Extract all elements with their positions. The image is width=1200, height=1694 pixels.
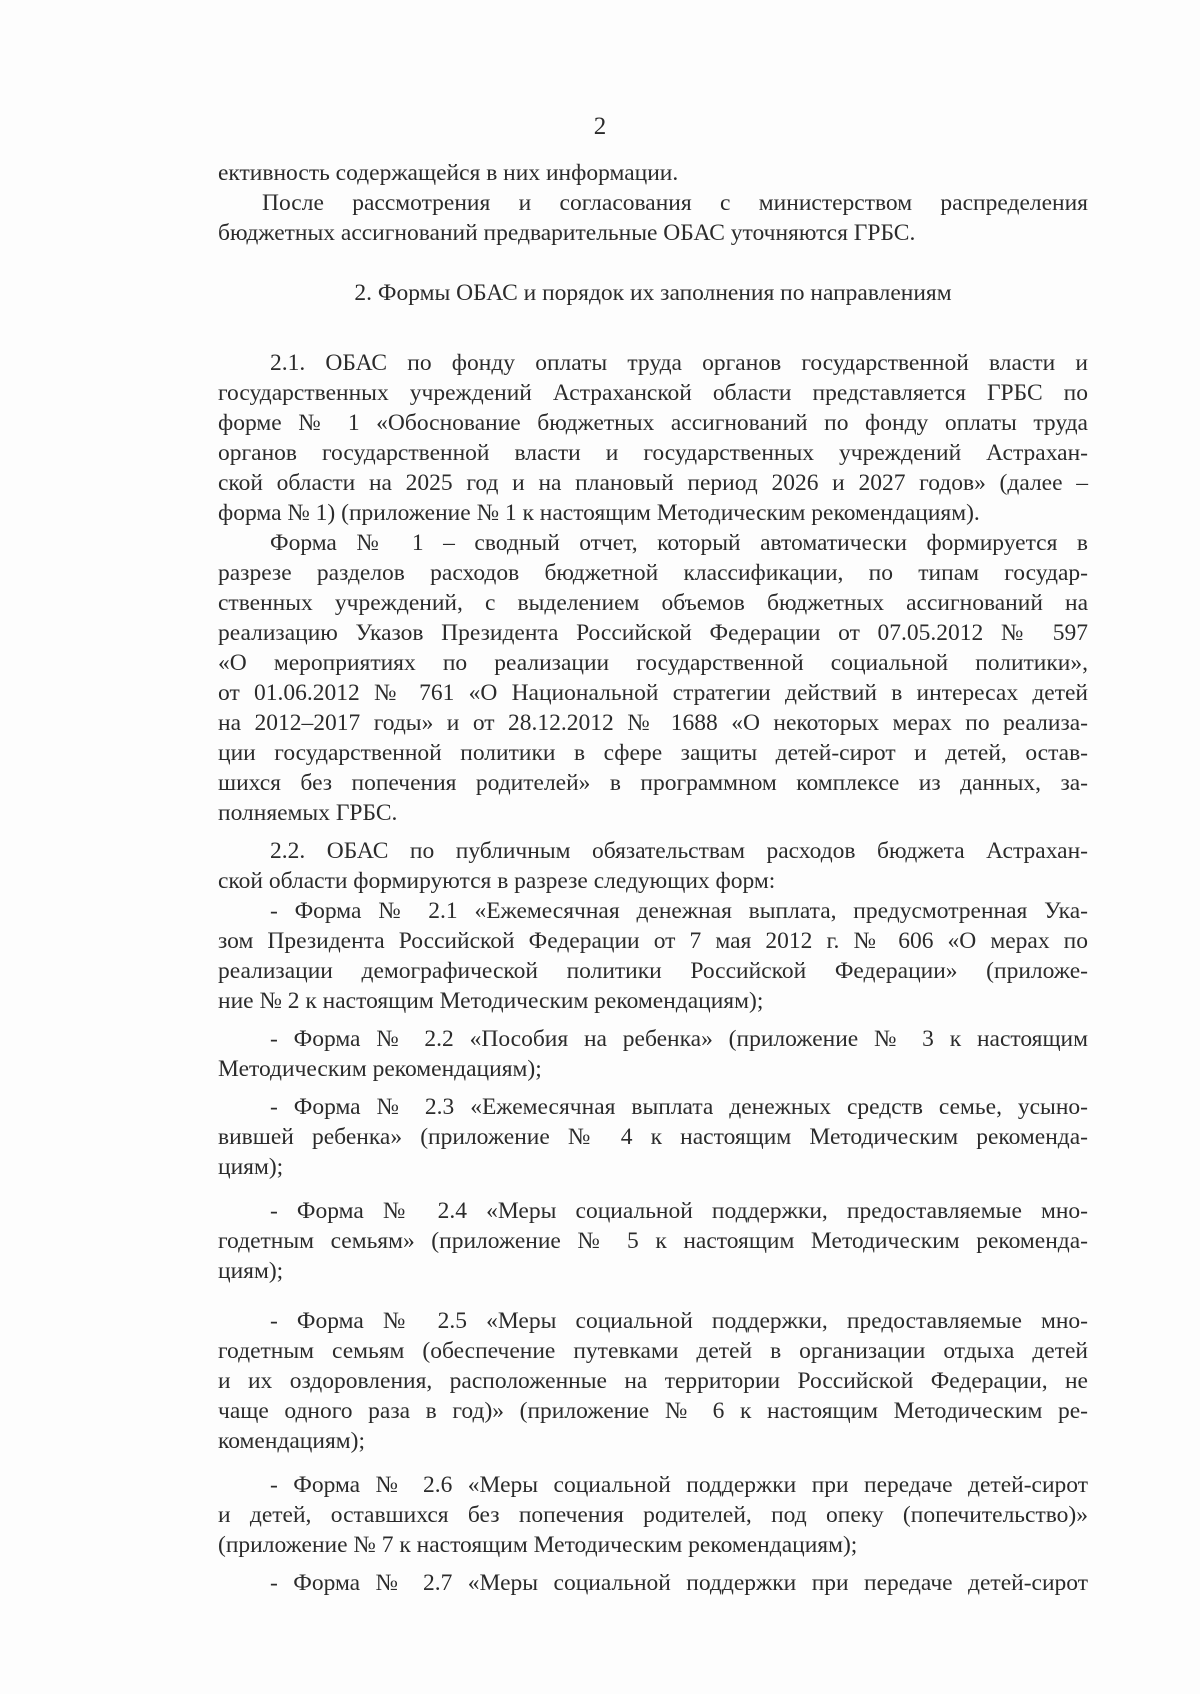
text-line: годетным семьям (обеспечение путевками детей в организации отдыха детей [218, 1338, 1088, 1364]
text-line: циям); [218, 1258, 284, 1284]
text-line: реализации демографической политики Российской Федерации» (приложе- [218, 958, 1088, 984]
text-line: - Форма № 2.3 «Ежемесячная выплата денежных средств семье, усыно- [270, 1094, 1088, 1120]
text-line: годетным семьям» (приложение № 5 к настоящим Методическим рекоменда- [218, 1228, 1088, 1254]
text-line: органов государственной власти и государственных учреждений Астрахан- [218, 440, 1088, 466]
text-line: ективность содержащейся в них информации. [218, 160, 679, 186]
text-line: Форма № 1 – сводный отчет, который автоматически формируется в [270, 530, 1088, 556]
text-line: форме № 1 «Обоснование бюджетных ассигнований по фонду оплаты труда [218, 410, 1088, 436]
text-line: зом Президента Российской Федерации от 7 мая 2012 г. № 606 «О мерах по [218, 928, 1088, 954]
text-line: ской области на 2025 год и на плановый период 2026 и 2027 годов» (далее – [218, 470, 1088, 496]
text-line: ции государственной политики в сфере защиты детей-сирот и детей, остав- [218, 740, 1088, 766]
text-line: - Форма № 2.5 «Меры социальной поддержки, предоставляемые мно- [270, 1308, 1088, 1334]
text-line: - Форма № 2.4 «Меры социальной поддержки, предоставляемые мно- [270, 1198, 1088, 1224]
text-line: разрезе разделов расходов бюджетной классификации, по типам государ- [218, 560, 1088, 586]
text-line: - Форма № 2.2 «Пособия на ребенка» (приложение № 3 к настоящим [270, 1026, 1088, 1052]
section-heading: 2. Формы ОБАС и порядок их заполнения по направлениям [354, 280, 952, 306]
text-line: комендациям); [218, 1428, 365, 1454]
text-line: вившей ребенка» (приложение № 4 к настоящим Методическим рекоменда- [218, 1124, 1088, 1150]
text-line: от 01.06.2012 № 761 «О Национальной стратегии действий в интересах детей [218, 680, 1088, 706]
text-line: ственных учреждений, с выделением объемов бюджетных ассигнований на [218, 590, 1088, 616]
text-line: чаще одного раза в год)» (приложение № 6 к настоящим Методическим ре- [218, 1398, 1088, 1424]
text-line: циям); [218, 1154, 284, 1180]
text-line: полняемых ГРБС. [218, 800, 398, 826]
text-line: форма № 1) (приложение № 1 к настоящим Методическим рекомендациям). [218, 500, 980, 526]
text-line: ской области формируются в разрезе следующих форм: [218, 868, 776, 894]
text-line: бюджетных ассигнований предварительные ОБАС уточняются ГРБС. [218, 220, 916, 246]
text-line: реализацию Указов Президента Российской Федерации от 07.05.2012 № 597 [218, 620, 1088, 646]
text-line: ние № 2 к настоящим Методическим рекомендациям); [218, 988, 764, 1014]
text-line: государственных учреждений Астраханской области представляется ГРБС по [218, 380, 1088, 406]
page-number: 2 [593, 113, 607, 140]
text-line: - Форма № 2.6 «Меры социальной поддержки при передаче детей-сирот [270, 1472, 1088, 1498]
text-line: - Форма № 2.1 «Ежемесячная денежная выплата, предусмотренная Ука- [270, 898, 1088, 924]
text-line: и их оздоровления, расположенные на территории Российской Федерации, не [218, 1368, 1088, 1394]
text-line: шихся без попечения родителей» в программном комплексе из данных, за- [218, 770, 1088, 796]
text-line: 2.1. ОБАС по фонду оплаты труда органов государственной власти и [270, 350, 1088, 376]
text-line: - Форма № 2.7 «Меры социальной поддержки при передаче детей-сирот [270, 1570, 1088, 1596]
text-line: После рассмотрения и согласования с министерством распределения [262, 190, 1088, 216]
text-line: 2.2. ОБАС по публичным обязательствам расходов бюджета Астрахан- [270, 838, 1088, 864]
text-line: на 2012–2017 годы» и от 28.12.2012 № 1688 «О некоторых мерах по реализа- [218, 710, 1088, 736]
text-line: (приложение № 7 к настоящим Методическим рекомендациям); [218, 1532, 858, 1558]
document-body [218, 158, 1088, 1598]
text-line: и детей, оставшихся без попечения родителей, под опеку (попечительство)» [218, 1502, 1088, 1528]
text-line: Методическим рекомендациям); [218, 1056, 542, 1082]
text-line: «О мероприятиях по реализации государственной социальной политики», [218, 650, 1088, 676]
